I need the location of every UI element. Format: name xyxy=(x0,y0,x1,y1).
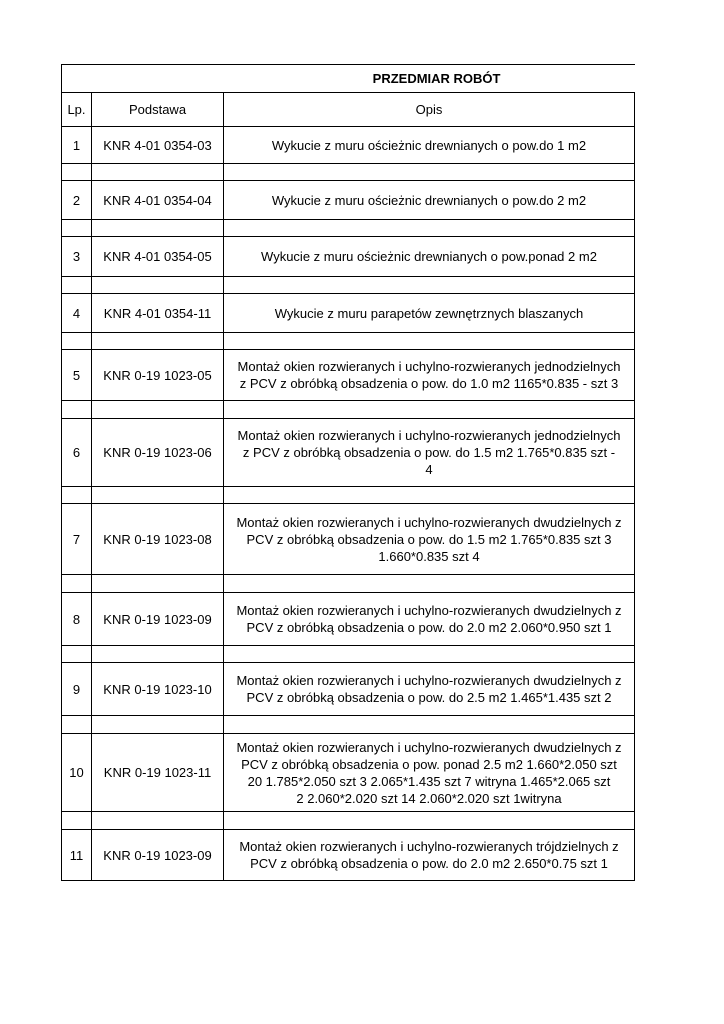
opis-line: z PCV z obróbką obsadzenia o pow. do 1.0 m2 1165*0.835 - szt 3 xyxy=(239,376,619,391)
empty-cell xyxy=(92,333,224,350)
opis-line: Montaż okien rozwieranych i uchylno-rozwieranych jednodzielnych xyxy=(237,359,621,374)
spacer-row xyxy=(62,277,635,294)
empty-cell xyxy=(62,164,92,181)
opis-line: Montaż okien rozwieranych i uchylno-rozwieranych trójdzielnych z xyxy=(239,839,619,854)
opis-line: 2 2.060*2.020 szt 14 2.060*2.020 szt 1witryna xyxy=(296,790,562,806)
empty-cell xyxy=(92,220,224,237)
empty-cell xyxy=(62,487,92,504)
table-row xyxy=(62,237,635,277)
empty-cell xyxy=(92,164,224,181)
empty-cell xyxy=(92,575,224,593)
row-lp: 5 xyxy=(62,350,92,401)
empty-cell xyxy=(62,812,92,830)
table-row xyxy=(62,734,635,812)
row-lp: 1 xyxy=(62,127,92,164)
row-lp: 10 xyxy=(62,734,92,812)
empty-cell xyxy=(62,277,92,294)
opis-line: PCV z obróbką obsadzenia o pow. ponad 2.5 m2 1.660*2.050 szt xyxy=(241,756,617,772)
opis-line: Wykucie z muru ościeżnic drewnianych o pow.do 2 m2 xyxy=(271,192,587,208)
row-lp: 2 xyxy=(62,181,92,220)
header-row xyxy=(62,93,635,127)
column-header-lp: Lp. xyxy=(62,93,92,127)
row-opis xyxy=(224,350,635,401)
row-podstawa: KNR 0-19 1023-09 xyxy=(92,830,224,881)
row-lp: 4 xyxy=(62,294,92,333)
spacer-row xyxy=(62,487,635,504)
spacer-row xyxy=(62,646,635,663)
row-opis xyxy=(224,663,635,716)
opis-line: Wykucie z muru ościeżnic drewnianych o pow.do 1 m2 xyxy=(271,137,587,153)
empty-cell xyxy=(92,401,224,419)
spacer-row xyxy=(62,220,635,237)
row-podstawa: KNR 4-01 0354-03 xyxy=(92,127,224,164)
row-lp: 11 xyxy=(62,830,92,881)
opis-line: 20 1.785*2.050 szt 3 2.065*1.435 szt 7 witryna 1.465*2.065 szt xyxy=(247,773,611,789)
document-title: PRZEDMIAR ROBÓT xyxy=(62,65,635,93)
row-podstawa: KNR 4-01 0354-05 xyxy=(92,237,224,277)
row-opis xyxy=(224,181,635,220)
empty-cell xyxy=(92,487,224,504)
row-opis xyxy=(224,127,635,164)
row-lp: 6 xyxy=(62,419,92,487)
row-podstawa: KNR 4-01 0354-04 xyxy=(92,181,224,220)
empty-cell xyxy=(92,716,224,734)
row-opis xyxy=(224,593,635,646)
opis-line: Montaż okien rozwieranych i uchylno-rozwieranych dwudzielnych z xyxy=(236,603,622,618)
empty-cell xyxy=(224,164,635,181)
table-row xyxy=(62,830,635,881)
row-podstawa: KNR 0-19 1023-11 xyxy=(92,734,224,812)
opis-line: Montaż okien rozwieranych i uchylno-rozwieranych jednodzielnych xyxy=(237,428,621,443)
opis-line: PCV z obróbką obsadzenia o pow. do 1.5 m2 1.765*0.835 szt 3 xyxy=(246,531,612,547)
empty-cell xyxy=(92,812,224,830)
empty-cell xyxy=(224,487,635,504)
empty-cell xyxy=(224,812,635,830)
empty-cell xyxy=(62,646,92,663)
table-row xyxy=(62,181,635,220)
opis-line: Montaż okien rozwieranych i uchylno-rozwieranych dwudzielnych z xyxy=(236,514,622,530)
empty-cell xyxy=(224,646,635,663)
spacer-row xyxy=(62,716,635,734)
row-opis xyxy=(224,419,635,487)
opis-line: z PCV z obróbką obsadzenia o pow. do 1.5 m2 1.765*0.835 szt - xyxy=(242,445,616,460)
opis-line: PCV z obróbką obsadzenia o pow. do 2.0 m2 2.060*0.950 szt 1 xyxy=(246,620,612,635)
przedmiar-table xyxy=(61,64,635,881)
spacer-row xyxy=(62,401,635,419)
row-lp: 3 xyxy=(62,237,92,277)
empty-cell xyxy=(224,220,635,237)
opis-line: PCV z obróbką obsadzenia o pow. do 2.0 m2 2.650*0.75 szt 1 xyxy=(250,856,608,871)
row-opis xyxy=(224,237,635,277)
row-opis xyxy=(224,734,635,812)
empty-cell xyxy=(224,277,635,294)
spacer-row xyxy=(62,164,635,181)
table-row xyxy=(62,504,635,575)
opis-line: PCV z obróbką obsadzenia o pow. do 2.5 m2 1.465*1.435 szt 2 xyxy=(246,690,612,705)
empty-cell xyxy=(92,646,224,663)
column-header-podstawa: Podstawa xyxy=(92,93,224,127)
row-podstawa: KNR 4-01 0354-11 xyxy=(92,294,224,333)
row-podstawa: KNR 0-19 1023-08 xyxy=(92,504,224,575)
spacer-row xyxy=(62,333,635,350)
table-row xyxy=(62,419,635,487)
table-row xyxy=(62,350,635,401)
row-lp: 8 xyxy=(62,593,92,646)
empty-cell xyxy=(224,401,635,419)
row-opis xyxy=(224,830,635,881)
row-opis xyxy=(224,504,635,575)
empty-cell xyxy=(224,575,635,593)
row-lp: 7 xyxy=(62,504,92,575)
empty-cell xyxy=(62,575,92,593)
empty-cell xyxy=(62,333,92,350)
empty-cell xyxy=(224,333,635,350)
empty-cell xyxy=(92,277,224,294)
spacer-row xyxy=(62,812,635,830)
empty-cell xyxy=(224,716,635,734)
opis-line: Wykucie z muru parapetów zewnętrznych blaszanych xyxy=(274,305,584,321)
row-podstawa: KNR 0-19 1023-10 xyxy=(92,663,224,716)
empty-cell xyxy=(62,220,92,237)
table-row xyxy=(62,294,635,333)
table-row xyxy=(62,663,635,716)
opis-line: Montaż okien rozwieranych i uchylno-rozwieranych dwudzielnych z xyxy=(236,673,622,688)
table-row xyxy=(62,593,635,646)
table-row xyxy=(62,127,635,164)
opis-line: 1.660*0.835 szt 4 xyxy=(378,548,480,564)
opis-line: Wykucie z muru ościeżnic drewnianych o pow.ponad 2 m2 xyxy=(261,249,597,264)
empty-cell xyxy=(62,716,92,734)
column-header-opis: Opis xyxy=(224,93,635,127)
opis-line: 4 xyxy=(425,462,433,477)
row-lp: 9 xyxy=(62,663,92,716)
row-opis xyxy=(224,294,635,333)
empty-cell xyxy=(62,401,92,419)
row-podstawa: KNR 0-19 1023-09 xyxy=(92,593,224,646)
row-podstawa: KNR 0-19 1023-05 xyxy=(92,350,224,401)
row-podstawa: KNR 0-19 1023-06 xyxy=(92,419,224,487)
opis-line: Montaż okien rozwieranych i uchylno-rozwieranych dwudzielnych z xyxy=(236,739,622,755)
title-row xyxy=(62,65,635,93)
spacer-row xyxy=(62,575,635,593)
